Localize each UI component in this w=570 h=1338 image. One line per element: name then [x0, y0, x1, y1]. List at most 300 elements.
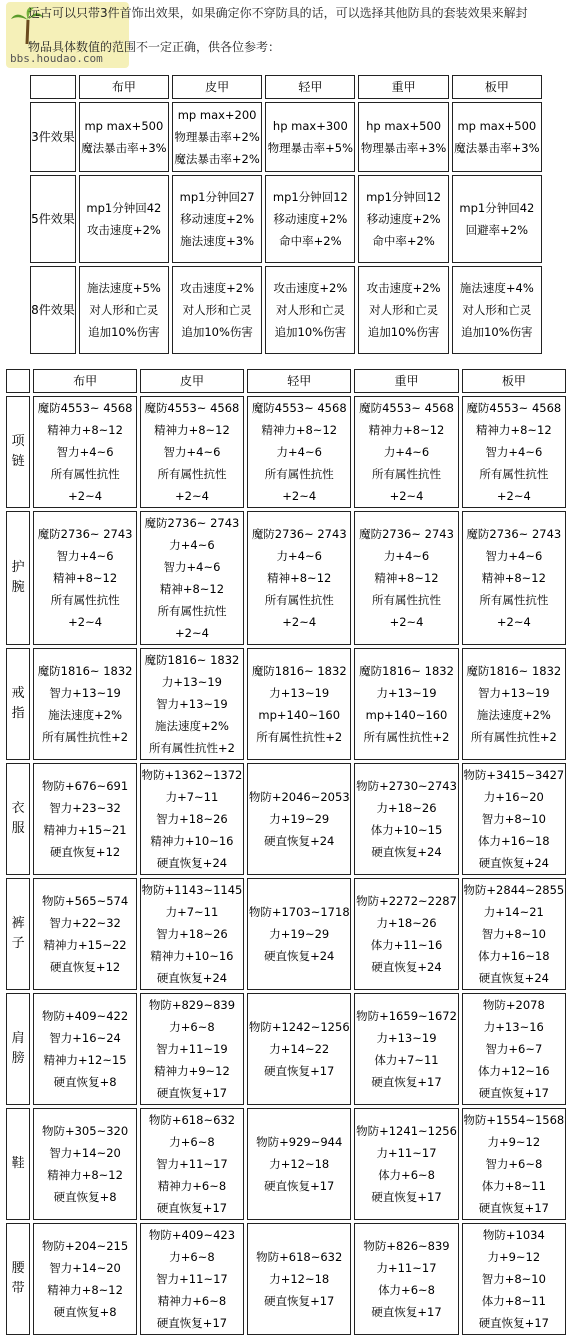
- row-header-text: 腰: [11, 1261, 25, 1276]
- cell-text: mp1分钟回12: [272, 190, 348, 204]
- cell-text: 体力+6~8: [378, 1283, 435, 1297]
- cell-text: 精神力+6~8: [157, 1179, 227, 1193]
- cell-text: 体力+10~15: [370, 823, 443, 837]
- cell-text: 回避率+2%: [465, 223, 529, 237]
- cell-text: mp1分钟回27: [179, 190, 255, 204]
- cell-text: 力+16~20: [483, 790, 544, 804]
- cell-text: 力+4~6: [276, 549, 322, 563]
- cell-text: 精神力+15~21: [43, 823, 127, 837]
- cell-text: +2~4: [68, 615, 103, 629]
- cell-text: 智力+13~19: [478, 686, 550, 700]
- cell-text: 物防+204~215: [41, 1239, 129, 1253]
- cell-text: 物防+2730~2743: [356, 779, 457, 793]
- cell-text: 魔防2736~ 2743: [251, 527, 347, 541]
- column-header: 重甲: [358, 75, 448, 99]
- cell-text: 硬直恢复+17: [264, 1179, 335, 1193]
- row-header: [30, 102, 76, 172]
- cell-text: 智力+4~6: [485, 445, 543, 459]
- cell-text: 精神力+8~12: [47, 1283, 123, 1297]
- table-cell: [265, 266, 355, 354]
- column-header: 轻甲: [247, 369, 351, 393]
- cell-text: 力+18~26: [376, 801, 437, 815]
- cell-text: 硬直恢复+24: [478, 856, 549, 870]
- cell-text: mp1分钟回42: [459, 201, 535, 215]
- table-cell: [33, 396, 136, 508]
- cell-text: 物防+618~632: [256, 1250, 343, 1264]
- cell-text: 魔防2736~ 2743: [37, 527, 133, 541]
- cell-text: 攻击速度+2%: [180, 281, 255, 295]
- table-cell: [452, 102, 542, 172]
- table-cell: [247, 878, 351, 990]
- table-cell: [140, 763, 244, 875]
- cell-text: 对人形和亡灵: [182, 303, 252, 317]
- cell-text: 物防+826~839: [363, 1239, 450, 1253]
- row-header-text: 链: [11, 454, 25, 469]
- cell-text: 精神力+15~22: [43, 938, 127, 952]
- cell-text: 物防+1241~1256: [356, 1124, 457, 1138]
- cell-text: 硬直恢复+24: [264, 949, 335, 963]
- table-cell: [33, 763, 136, 875]
- cell-text: 追加10%伤害: [88, 325, 160, 339]
- cell-text: 对人形和亡灵: [275, 303, 345, 317]
- cell-text: 物防+1242~1256: [248, 1020, 350, 1034]
- table-cell: [172, 266, 262, 354]
- row-header-text: 肩: [11, 1031, 25, 1046]
- cell-text: 物防+829~839: [148, 998, 236, 1012]
- cell-text: 魔防1816~ 1832: [37, 664, 133, 678]
- cell-text: 所有属性抗性+2: [148, 741, 235, 755]
- table-row: [6, 1223, 566, 1335]
- cell-text: +2~4: [389, 489, 424, 503]
- cell-text: 力+14~21: [483, 905, 544, 919]
- cell-text: 所有属性抗性: [264, 467, 334, 481]
- cell-text: 力+6~8: [169, 1250, 215, 1264]
- cell-text: 施法速度+2%: [48, 708, 123, 722]
- cell-text: 精神力+8~12: [475, 423, 552, 437]
- cell-text: 精神力+12~15: [43, 1053, 127, 1067]
- cell-text: 魔法暴击率+2%: [174, 152, 260, 166]
- cell-text: 所有属性抗性+2: [363, 730, 450, 744]
- cell-text: 施法速度+2%: [155, 719, 229, 733]
- row-header: [6, 396, 30, 508]
- cell-text: 智力+8~10: [481, 927, 546, 941]
- set-effects-table: [27, 72, 545, 357]
- table-row: [30, 266, 542, 354]
- table-row: [6, 878, 566, 990]
- cell-text: 命中率+2%: [279, 234, 342, 248]
- cell-text: 物防+1703~1718: [248, 905, 350, 919]
- cell-text: 魔防2736~ 2743: [466, 527, 562, 541]
- cell-text: 智力+18~26: [156, 812, 228, 826]
- row-header: [6, 1108, 30, 1220]
- cell-text: 力+19~29: [269, 812, 330, 826]
- cell-text: 物理暴击率+5%: [267, 141, 354, 155]
- table-cell: [140, 993, 244, 1105]
- cell-text: 精神力+10~16: [150, 834, 234, 848]
- table-cell: [265, 175, 355, 263]
- corner-header: [30, 75, 76, 99]
- cell-text: 智力+8~10: [481, 1272, 546, 1286]
- cell-text: 力+18~26: [376, 916, 437, 930]
- table-cell: [462, 1223, 566, 1335]
- cell-text: 物防+2272~2287: [356, 894, 457, 908]
- cell-text: 硬直恢复+8: [53, 1190, 117, 1204]
- cell-text: 力+9~12: [487, 1135, 541, 1149]
- cell-text: 物防+676~691: [41, 779, 129, 793]
- cell-text: +2~4: [282, 489, 317, 503]
- table-cell: [247, 648, 351, 760]
- table-cell: [358, 102, 448, 172]
- cell-text: 智力+11~17: [156, 1157, 228, 1171]
- row-header: [30, 175, 76, 263]
- table-cell: [354, 396, 458, 508]
- table-cell: [247, 993, 351, 1105]
- cell-text: 魔防2736~ 2743: [359, 527, 454, 541]
- cell-text: 物防+409~423: [148, 1228, 236, 1242]
- cell-text: mp max+500: [84, 119, 164, 133]
- table-cell: [354, 511, 458, 645]
- cell-text: mp1分钟回42: [86, 201, 162, 215]
- table-cell: [172, 175, 262, 263]
- row-header: [6, 511, 30, 645]
- cell-text: 智力+16~24: [49, 1031, 121, 1045]
- column-header: 重甲: [354, 369, 458, 393]
- cell-text: 施法速度+2%: [476, 708, 551, 722]
- table-cell: [354, 1223, 458, 1335]
- cell-text: 所有属性抗性: [157, 604, 227, 618]
- table-row: [6, 763, 566, 875]
- cell-text: 智力+4~6: [485, 549, 543, 563]
- table-cell: [79, 102, 169, 172]
- table-cell: [354, 878, 458, 990]
- cell-text: 命中率+2%: [372, 234, 435, 248]
- table-cell: [140, 1108, 244, 1220]
- column-header: 轻甲: [265, 75, 355, 99]
- column-header: 布甲: [79, 75, 169, 99]
- cell-text: 智力+6~7: [485, 1042, 543, 1056]
- cell-text: 智力+13~19: [156, 697, 228, 711]
- cell-text: 施法速度+4%: [459, 281, 534, 295]
- cell-text: 攻击速度+2%: [366, 281, 441, 295]
- cell-text: 精神力+9~12: [154, 1064, 230, 1078]
- cell-text: 智力+4~6: [56, 445, 114, 459]
- cell-text: 力+4~6: [276, 445, 322, 459]
- cell-text: mp max+200: [177, 108, 257, 122]
- cell-text: 精神+8~12: [267, 571, 332, 585]
- table-cell: [462, 1108, 566, 1220]
- cell-text: 魔防2736~ 2743: [144, 516, 240, 530]
- cell-text: 物防+305~320: [41, 1124, 129, 1138]
- cell-text: 硬直恢复+24: [156, 971, 228, 985]
- cell-text: 精神力+8~12: [47, 1168, 123, 1182]
- cell-text: hp max+300: [272, 119, 348, 133]
- cell-text: 体力+11~16: [370, 938, 443, 952]
- cell-text: 精神力+8~12: [47, 423, 123, 437]
- cell-text: 智力+4~6: [163, 445, 221, 459]
- cell-text: 所有属性抗性+2: [470, 730, 557, 744]
- corner-header: [6, 369, 30, 393]
- cell-text: 精神力+10~16: [150, 949, 234, 963]
- cell-text: 力+13~16: [483, 1020, 544, 1034]
- intro-text-1: 远古可以只带3件首饰出效果，如果确定你不穿防具的话，可以选择其他防具的套装效果来解封: [28, 6, 528, 20]
- cell-text: 物理暴击率+2%: [174, 130, 260, 144]
- cell-text: 魔防4553~ 4568: [37, 401, 133, 415]
- cell-text: 智力+18~26: [156, 927, 228, 941]
- column-header: 板甲: [452, 75, 542, 99]
- cell-text: 魔防4553~ 4568: [466, 401, 562, 415]
- cell-text: 对人形和亡灵: [369, 303, 439, 317]
- cell-text: 智力+23~32: [49, 801, 121, 815]
- table-cell: [354, 993, 458, 1105]
- cell-text: 智力+11~19: [156, 1042, 228, 1056]
- cell-text: 硬直恢复+24: [478, 971, 549, 985]
- cell-text: 精神+8~12: [374, 571, 439, 585]
- cell-text: 硬直恢复+17: [371, 1075, 442, 1089]
- row-header-text: 8件效果: [31, 303, 75, 317]
- cell-text: 魔法暴击率+3%: [81, 141, 167, 155]
- cell-text: 力+4~6: [383, 445, 430, 459]
- cell-text: 力+12~18: [269, 1157, 330, 1171]
- cell-text: 硬直恢复+17: [478, 1086, 549, 1100]
- cell-text: 移动速度+2%: [366, 212, 441, 226]
- table-cell: [452, 175, 542, 263]
- cell-text: 物防+1034: [482, 1228, 545, 1242]
- cell-text: 魔防1816~ 1832: [466, 664, 562, 678]
- table-cell: [140, 511, 244, 645]
- cell-text: 物防+2046~2053: [248, 790, 350, 804]
- cell-text: 力+7~11: [165, 790, 219, 804]
- table-row: [6, 648, 566, 760]
- cell-text: 物理暴击率+3%: [360, 141, 447, 155]
- cell-text: 精神力+8~12: [368, 423, 445, 437]
- cell-text: 硬直恢复+17: [478, 1316, 549, 1330]
- table-cell: [79, 266, 169, 354]
- row-header: [6, 878, 30, 990]
- row-header-text: 指: [11, 706, 25, 721]
- cell-text: 智力+4~6: [163, 560, 221, 574]
- cell-text: 硬直恢复+17: [156, 1316, 228, 1330]
- column-header: 皮甲: [140, 369, 244, 393]
- cell-text: mp+140~160: [258, 708, 341, 722]
- table-cell: [462, 878, 566, 990]
- table-row: [6, 396, 566, 508]
- cell-text: 所有属性抗性: [264, 593, 334, 607]
- cell-text: 硬直恢复+12: [49, 845, 121, 859]
- cell-text: +2~4: [496, 615, 531, 629]
- cell-text: 精神力+8~12: [261, 423, 338, 437]
- cell-text: 智力+14~20: [49, 1261, 121, 1275]
- cell-text: 精神力+6~8: [157, 1294, 227, 1308]
- cell-text: 智力+4~6: [56, 549, 114, 563]
- cell-text: mp+140~160: [365, 708, 448, 722]
- cell-text: 精神力+8~12: [154, 423, 230, 437]
- row-header: [6, 993, 30, 1105]
- table-cell: [247, 1108, 351, 1220]
- row-header: [6, 648, 30, 760]
- cell-text: 追加10%伤害: [274, 325, 347, 339]
- cell-text: 智力+22~32: [49, 916, 121, 930]
- table-cell: [358, 175, 448, 263]
- cell-text: 体力+8~11: [481, 1179, 546, 1193]
- table-row: [30, 175, 542, 263]
- cell-text: 硬直恢复+8: [53, 1075, 117, 1089]
- table-cell: [140, 1223, 244, 1335]
- cell-text: 体力+7~11: [374, 1053, 439, 1067]
- table-cell: [247, 763, 351, 875]
- cell-text: 所有属性抗性: [372, 467, 442, 481]
- cell-text: 力+13~19: [376, 1031, 437, 1045]
- row-header-text: 腕: [11, 580, 25, 595]
- cell-text: 力+13~19: [376, 686, 437, 700]
- cell-text: 魔防4553~ 4568: [359, 401, 454, 415]
- cell-text: 硬直恢复+17: [264, 1064, 335, 1078]
- cell-text: 物防+2844~2855: [463, 883, 565, 897]
- cell-text: 力+12~18: [269, 1272, 330, 1286]
- cell-text: 力+11~17: [376, 1261, 437, 1275]
- row-header-text: 裤: [11, 916, 25, 931]
- cell-text: 体力+16~18: [478, 949, 550, 963]
- cell-text: 所有属性抗性: [372, 593, 442, 607]
- cell-text: 硬直恢复+17: [371, 1305, 442, 1319]
- cell-text: 魔防4553~ 4568: [144, 401, 240, 415]
- cell-text: +2~4: [175, 489, 209, 503]
- table-cell: [140, 878, 244, 990]
- cell-text: 力+19~29: [269, 927, 330, 941]
- table-cell: [140, 648, 244, 760]
- cell-text: 硬直恢复+17: [156, 1201, 228, 1215]
- cell-text: 物防+1554~1568: [463, 1113, 565, 1127]
- cell-text: 智力+14~20: [49, 1146, 121, 1160]
- cell-text: 施法速度+5%: [86, 281, 161, 295]
- row-header-text: 子: [11, 936, 25, 951]
- row-header-text: 鞋: [11, 1156, 25, 1171]
- cell-text: +2~4: [68, 489, 103, 503]
- cell-text: 施法速度+3%: [180, 234, 255, 248]
- table-cell: [462, 396, 566, 508]
- row-header-text: 带: [11, 1281, 25, 1296]
- cell-text: 力+6~8: [169, 1020, 215, 1034]
- table-cell: [354, 648, 458, 760]
- cell-text: 硬直恢复+17: [264, 1294, 335, 1308]
- cell-text: 智力+6~8: [485, 1157, 543, 1171]
- table-cell: [33, 993, 136, 1105]
- cell-text: 物防+618~632: [148, 1113, 236, 1127]
- cell-text: 智力+8~10: [481, 812, 546, 826]
- row-header: [30, 266, 76, 354]
- table-cell: [247, 511, 351, 645]
- cell-text: 追加10%伤害: [367, 325, 440, 339]
- cell-text: 力+13~19: [269, 686, 330, 700]
- cell-text: 硬直恢复+24: [264, 834, 335, 848]
- cell-text: 体力+16~18: [478, 834, 550, 848]
- cell-text: 精神+8~12: [481, 571, 546, 585]
- table-cell: [358, 266, 448, 354]
- cell-text: 体力+8~11: [481, 1294, 546, 1308]
- cell-text: 追加10%伤害: [461, 325, 533, 339]
- cell-text: 精神+8~12: [52, 571, 118, 585]
- table-cell: [462, 763, 566, 875]
- cell-text: 硬直恢复+12: [49, 960, 121, 974]
- cell-text: 智力+13~19: [49, 686, 121, 700]
- cell-text: 魔法暴击率+3%: [454, 141, 540, 155]
- cell-text: 所有属性抗性: [479, 593, 549, 607]
- cell-text: 对人形和亡灵: [89, 303, 159, 317]
- cell-text: 魔防1816~ 1832: [251, 664, 347, 678]
- row-header: [6, 763, 30, 875]
- cell-text: 攻击速度+2%: [273, 281, 348, 295]
- cell-text: +2~4: [282, 615, 317, 629]
- cell-text: 物防+1143~1145: [141, 883, 243, 897]
- cell-text: 硬直恢复+17: [371, 1190, 442, 1204]
- cell-text: 追加10%伤害: [181, 325, 253, 339]
- cell-text: 物防+409~422: [41, 1009, 129, 1023]
- cell-text: +2~4: [175, 626, 209, 640]
- cell-text: 力+4~6: [383, 549, 430, 563]
- row-header-text: 膀: [11, 1051, 25, 1066]
- row-header-text: 服: [11, 821, 25, 836]
- cell-text: 硬直恢复+24: [371, 960, 442, 974]
- row-header-text: 项: [11, 434, 25, 449]
- cell-text: hp max+500: [366, 119, 442, 133]
- row-header-text: 5件效果: [31, 212, 75, 226]
- table-cell: [354, 763, 458, 875]
- cell-text: 魔防1816~ 1832: [144, 653, 240, 667]
- table-row: [6, 511, 566, 645]
- cell-text: 物防+929~944: [256, 1135, 343, 1149]
- cell-text: 硬直恢复+24: [156, 856, 228, 870]
- column-header: 布甲: [33, 369, 136, 393]
- row-header-text: 衣: [11, 801, 25, 816]
- cell-text: 体力+6~8: [378, 1168, 435, 1182]
- cell-text: 物防+3415~3427: [463, 768, 565, 782]
- table-row: [6, 993, 566, 1105]
- cell-text: 力+6~8: [169, 1135, 215, 1149]
- cell-text: +2~4: [496, 489, 531, 503]
- cell-text: 硬直恢复+17: [478, 1201, 549, 1215]
- cell-text: 物防+2078: [482, 998, 545, 1012]
- table-cell: [172, 102, 262, 172]
- column-header: 板甲: [462, 369, 566, 393]
- table-cell: [452, 266, 542, 354]
- cell-text: 所有属性抗性+2: [42, 730, 129, 744]
- cell-text: 所有属性抗性: [479, 467, 549, 481]
- table-cell: [462, 993, 566, 1105]
- item-stats-table: [3, 366, 569, 1338]
- cell-text: 力+7~11: [165, 905, 219, 919]
- cell-text: mp1分钟回12: [366, 190, 442, 204]
- row-header-text: 护: [11, 560, 25, 575]
- table-cell: [33, 878, 136, 990]
- cell-text: 精神+8~12: [159, 582, 225, 596]
- cell-text: 力+14~22: [269, 1042, 330, 1056]
- cell-text: 所有属性抗性: [50, 467, 120, 481]
- table-cell: [462, 648, 566, 760]
- table-row: [30, 102, 542, 172]
- cell-text: 物防+1659~1672: [356, 1009, 457, 1023]
- table-row: [6, 1108, 566, 1220]
- cell-text: 所有属性抗性+2: [256, 730, 343, 744]
- cell-text: +2~4: [389, 615, 424, 629]
- intro-text-2: 物品具体数值的范围不一定正确，供各位参考：: [28, 40, 281, 54]
- cell-text: 硬直恢复+24: [371, 845, 442, 859]
- cell-text: 硬直恢复+8: [53, 1305, 117, 1319]
- table-cell: [462, 511, 566, 645]
- table-cell: [33, 1108, 136, 1220]
- table-cell: [354, 1108, 458, 1220]
- row-header: [6, 1223, 30, 1335]
- table-cell: [79, 175, 169, 263]
- cell-text: 所有属性抗性: [157, 467, 227, 481]
